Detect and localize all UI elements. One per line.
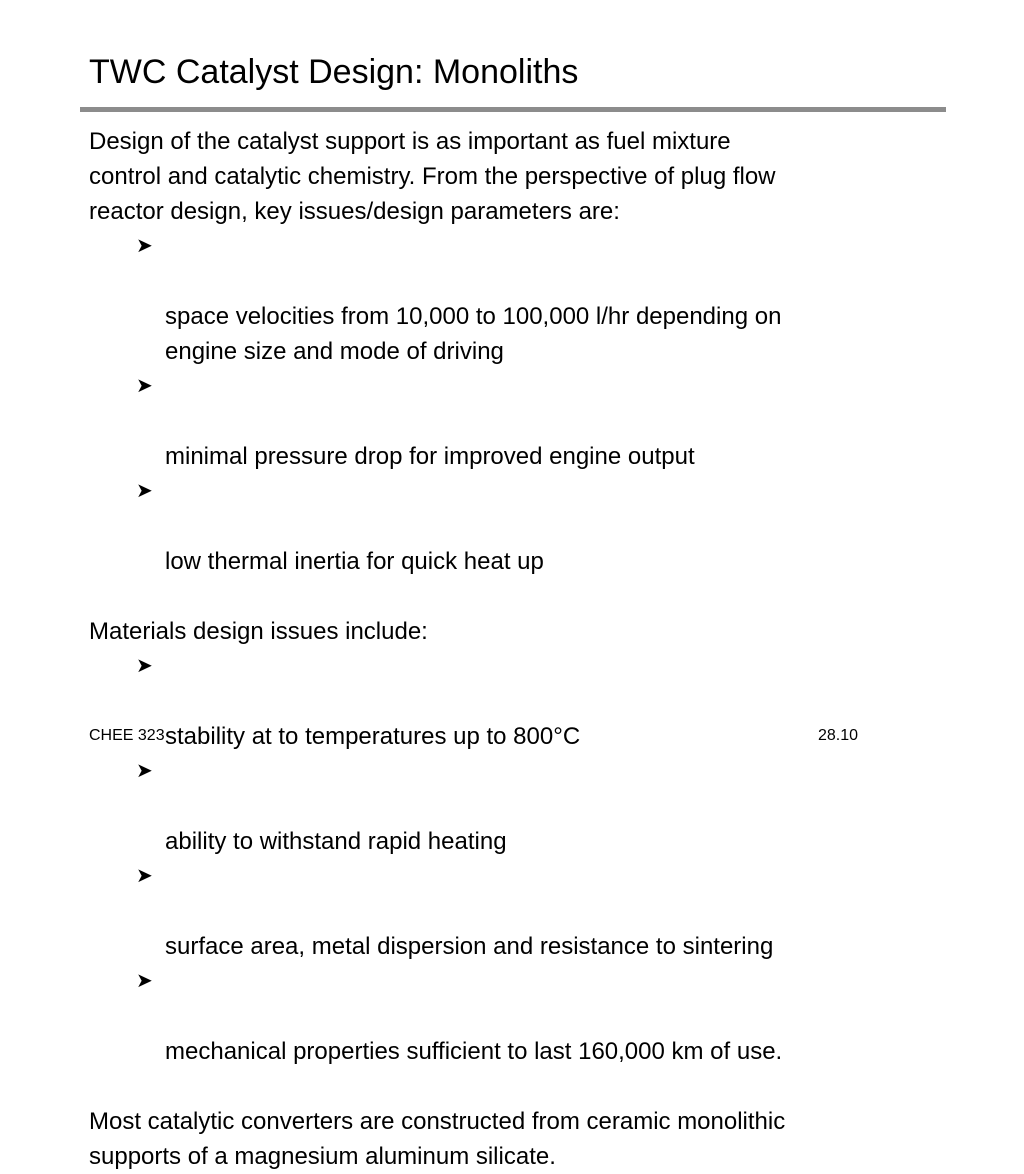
materials-design-list bbox=[89, 649, 949, 1069]
list-item bbox=[134, 229, 949, 369]
footer-course: CHEE 323 bbox=[89, 727, 165, 744]
spacer bbox=[89, 1069, 949, 1104]
bullet-text: ability to withstand rapid heating bbox=[165, 828, 507, 855]
intro-paragraph: Design of the catalyst support is as important as fuel mixture control and catalytic chemistry. From the perspective of plug flow reactor design, key issues/design parameters are: bbox=[89, 128, 776, 225]
bullet-text: stability at to temperatures up to 800°C bbox=[165, 723, 581, 750]
arrow-bullet-icon: ➤ bbox=[136, 655, 153, 677]
list-item bbox=[134, 474, 949, 579]
arrow-bullet-icon: ➤ bbox=[136, 480, 153, 502]
arrow-bullet-icon: ➤ bbox=[136, 970, 153, 992]
conclusion-paragraph: Most catalytic converters are constructed from ceramic monolithic supports of a magnesium aluminum silicate. bbox=[89, 1108, 786, 1170]
title-divider bbox=[80, 107, 946, 112]
bullet-text: mechanical properties sufficient to last 160,000 km of use. bbox=[165, 1038, 783, 1065]
bullet-text: minimal pressure drop for improved engine output bbox=[165, 443, 695, 470]
reactor-design-list bbox=[89, 229, 949, 579]
bullet-text: space velocities from 10,000 to 100,000 l/hr depending on engine size and mode of driving bbox=[165, 303, 782, 365]
list-item bbox=[134, 369, 949, 474]
list-item bbox=[134, 859, 949, 964]
list-item bbox=[134, 964, 949, 1069]
arrow-bullet-icon: ➤ bbox=[136, 865, 153, 887]
arrow-bullet-icon: ➤ bbox=[136, 375, 153, 397]
spacer bbox=[89, 579, 949, 614]
arrow-bullet-icon: ➤ bbox=[136, 235, 153, 257]
slide-body bbox=[89, 124, 949, 1174]
list-item bbox=[134, 754, 949, 859]
materials-heading: Materials design issues include: bbox=[89, 618, 428, 645]
bullet-text: surface area, metal dispersion and resistance to sintering bbox=[165, 933, 774, 960]
slide-title: TWC Catalyst Design: Monoliths bbox=[89, 53, 579, 91]
bullet-text: low thermal inertia for quick heat up bbox=[165, 548, 544, 575]
arrow-bullet-icon: ➤ bbox=[136, 760, 153, 782]
footer-page-number: 28.10 bbox=[818, 727, 859, 744]
